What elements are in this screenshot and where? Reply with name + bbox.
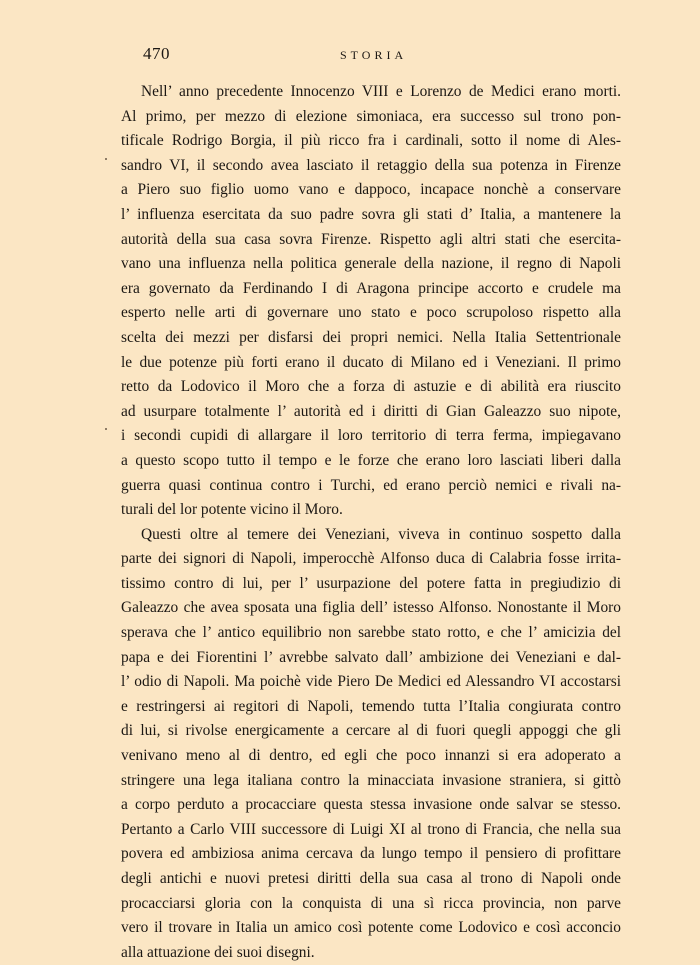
body-text — [121, 80, 621, 965]
text-line: di lui, si rivolse energicamente a cercare al di fuori quegli appoggi che gli — [121, 722, 621, 740]
text-line: tissimo contro di lui, per l’ usurpazione del potere fatta in pregiudizio di — [121, 574, 621, 592]
text-line: vero il trovare in Italia un amico così potente come Lodovico e così acconcio — [121, 919, 621, 937]
text-line: sperava che l’ antico equilibrio non sarebbe stato rotto, e che l’ amicizia del — [121, 624, 621, 642]
text-line: degli antichi e nuovi pretesi diritti della sua casa al trono di Napoli onde — [121, 870, 621, 887]
text-line: sandro VI, il secondo avea lasciato il retaggio della sua potenza in Firenze — [121, 156, 621, 174]
text-line: l’ influenza esercitata da suo padre sovra gli stati d’ Italia, a mantenere la — [121, 205, 621, 223]
text-line: parte dei signori di Napoli, imperocchè Alfonso duca di Calabria fosse irrita- — [121, 550, 621, 568]
text-line: Galeazzo che avea sposata una figlia dell’ istesso Alfonso. Nonostante il Moro — [121, 599, 621, 617]
margin-mark — [105, 428, 107, 430]
text-line: procacciarsi gloria con la conquista di una sì ricca provincia, non parve — [121, 894, 621, 912]
text-line: papa e dei Fiorentini l’ avrebbe salvato dall’ ambizione dei Veneziani e dal- — [121, 648, 621, 666]
text-line: e restringersi ai regitori di Napoli, temendo tutta l’Italia congiurata contro — [121, 697, 621, 715]
text-line: esperto nelle arti di governare uno stato e poco scrupoloso rispetto alla — [121, 304, 621, 322]
text-line: ad usurpare totalmente l’ autorità ed i diritti di Gian Galeazzo suo nipote, — [121, 402, 621, 420]
text-line: scelta dei mezzi per disfarsi dei propri nemici. Nella Italia Settentrionale — [121, 328, 621, 346]
text-line: autorità della sua casa sovra Firenze. Rispetto agli altri stati che esercita- — [121, 230, 621, 248]
text-line: vano una influenza nella politica generale della nazione, il regno di Napoli — [121, 255, 621, 273]
text-line: guerra quasi continua contro i Turchi, ed erano perciò nemici e rivali na- — [121, 476, 621, 494]
text-line: l’ odio di Napoli. Ma poichè vide Piero De Medici ed Alessandro VI accostarsi — [121, 673, 621, 691]
text-line: a corpo perduto a procacciare questa stessa invasione onde salvar se stesso. — [121, 796, 621, 814]
text-line: retto da Lodovico il Moro che a forza di astuzie e di abilità era riuscito — [121, 378, 621, 396]
text-line: a questo scopo tutto il tempo e le forze che erano loro lasciati liberi dalla — [121, 451, 621, 469]
text-line: Pertanto a Carlo VIII successore di Luigi XI al trono di Francia, che nella sua — [121, 820, 621, 838]
running-title: STORIA — [340, 48, 408, 62]
text-line: venivano meno al di dentro, ed egli che poco innanzi si era adoperato a — [121, 747, 621, 765]
text-line: stringere una lega italiana contro la minacciata invasione straniera, si gittò — [121, 771, 621, 789]
text-line: povera ed ambiziosa anima cercava da lungo tempo il pensiero di profittare — [121, 845, 621, 863]
text-line: turali del lor potente vicino il Moro. — [121, 501, 343, 519]
text-line: le due potenze più forti erano il ducato di Milano ed i Veneziani. Il primo — [121, 353, 621, 371]
margin-mark — [105, 158, 107, 160]
text-line: Al primo, per mezzo di elezione simoniaca, era successo sul trono pon- — [121, 107, 621, 125]
text-line: era governato da Ferdinando I di Aragona principe accorto e crudele ma — [121, 279, 621, 297]
text-line: tificale Rodrigo Borgia, il più ricco fra i cardinali, sotto il nome di Ales- — [121, 132, 621, 150]
text-line: a Piero suo figlio uomo vano e dappoco, incapace nonchè a conservare — [121, 181, 621, 199]
text-line: alla attuazione dei suoi disegni. — [121, 943, 315, 961]
text-line: Questi oltre al temere dei Veneziani, viveva in continuo sospetto dalla — [141, 525, 621, 543]
page-number: 470 — [143, 44, 170, 63]
text-line: Nell’ anno precedente Innocenzo VIII e Lorenzo de Medici erano morti. — [141, 83, 621, 100]
text-line: i secondi cupidi di allargare il loro territorio di terra ferma, impiegavano — [121, 427, 621, 445]
